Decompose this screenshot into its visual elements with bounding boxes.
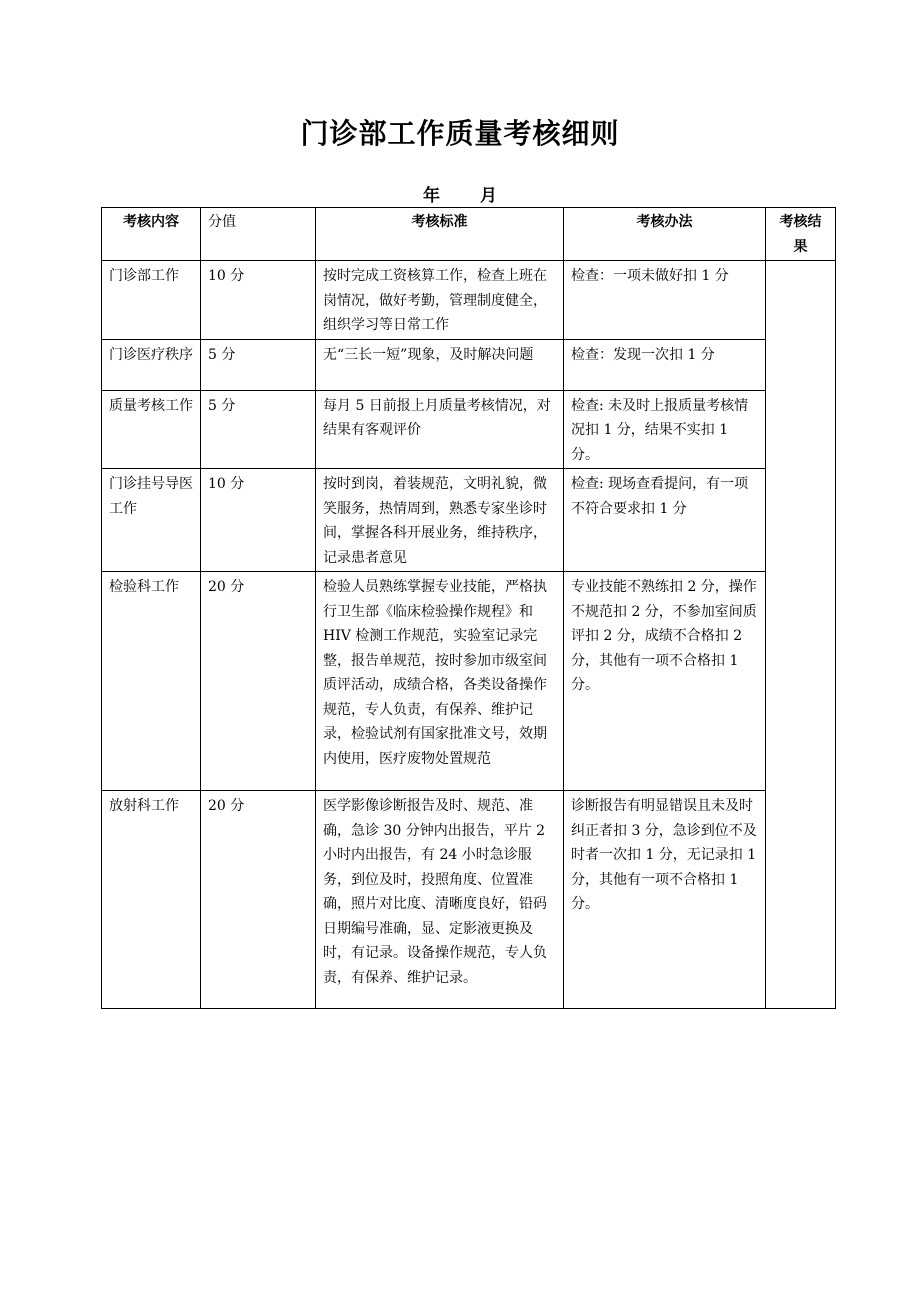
table-header-row (102, 208, 836, 261)
row-content: 门诊挂号导医工作 (102, 469, 201, 572)
table-row (102, 339, 836, 390)
header-result: 考核结果 (766, 208, 836, 261)
result-cell (766, 261, 836, 1009)
row-score: 5 分 (201, 390, 316, 469)
row-score: 20 分 (201, 791, 316, 1009)
row-method: 诊断报告有明显错误且未及时纠正者扣 3 分，急诊到位不及时者一次扣 1 分，无记录扣 1 分，其他有一项不合格扣 1 分。 (564, 791, 766, 1009)
row-standard: 无“三长一短”现象，及时解决问题 (316, 339, 564, 390)
month-label: 月 (480, 186, 497, 206)
row-standard: 检验人员熟练掌握专业技能，严格执行卫生部《临床检验操作规程》和 HIV 检测工作规范，实验室记录完整，报告单规范，按时参加市级室间质评活动，成绩合格，各类设备操作规范，专人负责，有保养、维护记录，检验试剂有国家批准文号，效期内使用，医疗废物处置规范 (316, 572, 564, 791)
row-standard: 医学影像诊断报告及时、规范、准确，急诊 30 分钟内出报告，平片 2 小时内出报告，有 24 小时急诊服务，到位及时，投照角度、位置准确，照片对比度、清晰度良好，铅码日期编号准确，显、定影液更换及时，有记录。设备操作规范，专人负责，有保养、维护记录。 (316, 791, 564, 1009)
row-score: 20 分 (201, 572, 316, 791)
header-standard: 考核标准 (316, 208, 564, 261)
table-row (102, 390, 836, 469)
assessment-table (101, 207, 836, 1009)
row-content: 门诊医疗秩序 (102, 339, 201, 390)
row-method: 检查：发现一次扣 1 分 (564, 339, 766, 390)
row-score: 10 分 (201, 261, 316, 340)
row-content: 检验科工作 (102, 572, 201, 791)
header-content: 考核内容 (102, 208, 201, 261)
row-method: 检查: 现场查看提问，有一项不符合要求扣 1 分 (564, 469, 766, 572)
table-row (102, 791, 836, 1009)
row-standard: 按时完成工资核算工作，检查上班在岗情况，做好考勤，管理制度健全，组织学习等日常工作 (316, 261, 564, 340)
row-score: 5 分 (201, 339, 316, 390)
header-method: 考核办法 (564, 208, 766, 261)
row-method: 专业技能不熟练扣 2 分，操作不规范扣 2 分，不参加室间质评扣 2 分，成绩不合格扣 2 分，其他有一项不合格扣 1 分。 (564, 572, 766, 791)
header-score: 分值 (201, 208, 316, 261)
row-method: 检查：一项未做好扣 1 分 (564, 261, 766, 340)
row-score: 10 分 (201, 469, 316, 572)
row-content: 放射科工作 (102, 791, 201, 1009)
row-content: 质量考核工作 (102, 390, 201, 469)
row-method: 检查: 未及时上报质量考核情况扣 1 分，结果不实扣 1 分。 (564, 390, 766, 469)
row-standard: 按时到岗，着装规范，文明礼貌，微笑服务，热情周到，熟悉专家坐诊时间，掌握各科开展业务，维持秩序，记录患者意见 (316, 469, 564, 572)
table-row (102, 572, 836, 791)
table-row (102, 469, 836, 572)
date-line (0, 181, 920, 206)
table-row (102, 261, 836, 340)
row-content: 门诊部工作 (102, 261, 201, 340)
year-label: 年 (423, 186, 440, 206)
row-standard: 每月 5 日前报上月质量考核情况，对结果有客观评价 (316, 390, 564, 469)
page-title: 门诊部工作质量考核细则 (300, 117, 620, 150)
